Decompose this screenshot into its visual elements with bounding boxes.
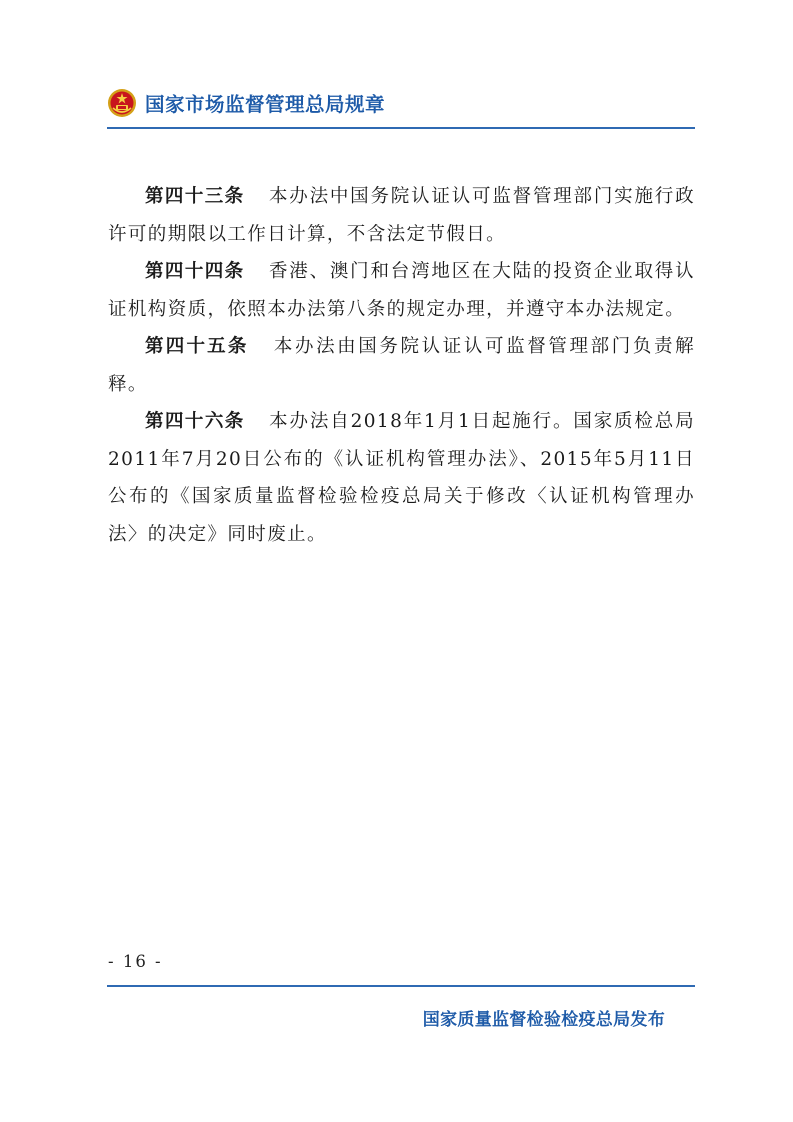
article-text: 香港、澳门和台湾地区在大陆的投资企业取得认证机构资质，依照本办法第八条的规定办理，并遵守本办法规定。	[108, 261, 695, 320]
article-text: 本办法中国务院认证认可监督管理部门实施行政许可的期限以工作日计算，不含法定节假日。	[108, 186, 695, 245]
article-43	[108, 178, 695, 253]
article-label: 第四十六条	[145, 411, 245, 432]
page-number: - 16 -	[108, 952, 163, 971]
footer-divider	[107, 985, 695, 987]
article-label: 第四十四条	[145, 261, 245, 282]
page-header	[107, 86, 385, 120]
article-46	[108, 403, 695, 553]
article-text: 本办法由国务院认证认可监督管理部门负责解释。	[108, 336, 695, 395]
article-45	[108, 328, 695, 403]
national-emblem-icon	[107, 88, 137, 118]
article-label: 第四十五条	[145, 336, 249, 357]
article-text: 本办法自2018年1月1日起施行。国家质检总局2011年7月20日公布的《认证机构管理办法》、2015年5月11日公布的《国家质量监督检验检疫总局关于修改〈认证机构管理办法〉的决定》同时废止。	[108, 411, 695, 545]
header-title: 国家市场监督管理总局规章	[145, 93, 386, 116]
regulation-body	[108, 178, 695, 553]
article-44	[108, 253, 695, 328]
article-label: 第四十三条	[145, 186, 245, 207]
publisher-text: 国家质量监督检验检疫总局发布	[422, 1010, 665, 1030]
header-divider	[107, 127, 695, 129]
